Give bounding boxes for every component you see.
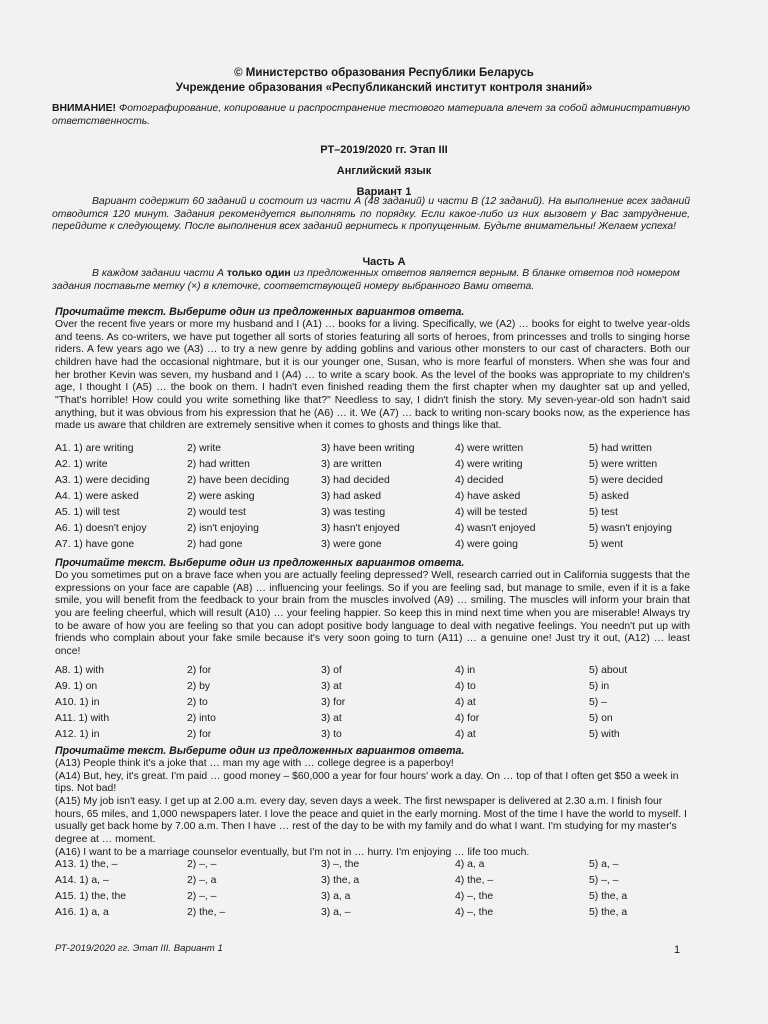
option-a5-3: 3) was testing xyxy=(321,506,386,518)
option-row-a1 xyxy=(55,441,695,457)
option-a16-3: 3) a, – xyxy=(321,906,351,918)
option-row-a10 xyxy=(55,695,695,711)
options-a1-a7 xyxy=(55,441,695,553)
intro-paragraph: Вариант содержит 60 заданий и состоит из части А (48 заданий) и части В (12 заданий). На выполнение всех заданий отводится 120 минут. Задания рекомендуется выполнять по порядку. Если какое-либо из них вызовет у Вас затруднение, перейдите к следующему. После выполнения всех заданий вернитесь к пропущенным. Будьте внимательны! Желаем успеха! xyxy=(52,196,690,233)
option-a6-4: 4) wasn't enjoyed xyxy=(455,522,536,534)
options-a13-a16 xyxy=(55,857,695,921)
page-footer: РТ-2019/2020 гг. Этап III. Вариант 1 xyxy=(55,943,223,954)
option-a14-2: 2) –, a xyxy=(187,874,217,886)
option-a4-2: 2) were asking xyxy=(187,490,255,502)
option-a9-4: 4) to xyxy=(455,680,476,692)
option-row-a3 xyxy=(55,473,695,489)
option-a13-2: 2) –, – xyxy=(187,858,217,870)
text-2-block xyxy=(55,557,690,659)
option-a4-3: 3) had asked xyxy=(321,490,382,502)
part-a-instr-bold: только один xyxy=(226,268,291,279)
option-a10-4: 4) at xyxy=(455,696,476,708)
option-a5-4: 4) will be tested xyxy=(455,506,528,518)
test-title-block xyxy=(60,140,708,203)
option-row-a11 xyxy=(55,711,695,727)
option-a5-5: 5) test xyxy=(589,506,618,518)
paragraph-a14: (A14) But, hey, it's great. I'm paid … good money – $60,000 a year for four hours' work a day. On … top of that I often get $50 a week in tips. Not bad! xyxy=(55,770,679,795)
text-1-block xyxy=(55,306,690,433)
option-row-a2 xyxy=(55,457,695,473)
option-a9-5: 5) in xyxy=(589,680,610,692)
copyright-warning xyxy=(52,103,690,128)
option-a3-4: 4) decided xyxy=(455,474,504,486)
paragraph-a15: (A15) My job isn't easy. I get up at 2.00 a.m. every day, seven days a week. The first newspaper is delivered at 2.30 a.m. I finish four hours, 65 miles, and 1,000 newspapers later. I love the peace and quiet in the early morning. Most of the time I have the world to myself. I usually get back home by 7.00 a.m. Then I have … rest of the day to be with my family and do what I want. I'm studying for my master's degree at … moment. xyxy=(55,795,687,846)
option-a1-2: 2) write xyxy=(187,442,222,454)
option-a9-2: 2) by xyxy=(187,680,211,692)
option-a2-3: 3) are written xyxy=(321,458,382,470)
option-row-a12 xyxy=(55,727,695,743)
part-a-instruction xyxy=(52,268,690,293)
option-a11-5: 5) on xyxy=(589,712,613,724)
option-row-a7 xyxy=(55,537,695,553)
option-a8-4: 4) in xyxy=(455,664,476,676)
passage-2: Do you sometimes put on a brave face when you are actually feeling depressed? Well, research carried out in California suggests that the expressions on your face are capable (A8) … influencing your feelings. So if you are feeling sad, but manage to smile, even if it is a fake smile, you will benefit from the feedback to your brain from the muscles involved (A9) … smiling. The muscles will inform your brain that you are feeling cheerful, which will result (A10) … your feeling happier. So keep this in mind next time when you are miserable! Always try to be aware of how you are feeling so that you can adopt positive body language to deal with negative feelings. You needn't put up with friends who complain about your fake smile because it's very soon going to turn (A11) … a genuine one! Just try it out, (A12) … least once! xyxy=(55,569,690,658)
option-a11-3: 3) at xyxy=(321,712,342,724)
option-a11-4: 4) for xyxy=(455,712,480,724)
option-a7-1: A7. 1) have gone xyxy=(55,538,135,550)
option-a13-5: 5) a, – xyxy=(589,858,619,870)
option-a12-1: A12. 1) in xyxy=(55,728,100,740)
option-a13-3: 3) –, the xyxy=(321,858,360,870)
option-a8-1: A8. 1) with xyxy=(55,664,105,676)
page-number: 1 xyxy=(674,944,681,956)
institute-line: Учреждение образования «Республиканский институт контроля знаний» xyxy=(175,81,593,94)
option-a9-3: 3) at xyxy=(321,680,342,692)
option-a7-4: 4) were going xyxy=(455,538,518,550)
option-a8-5: 5) about xyxy=(589,664,628,676)
option-a15-4: 4) –, the xyxy=(455,890,494,902)
passage-1: Over the recent five years or more my husband and I (A1) … books for a living. Specifically, we (A2) … books for eight to twelve year-olds and teens. As co-writers, we have put together all sorts of stories featuring all sorts of heroes, from princesses and trolls to singing horse riders. A few years ago we (A3) … to try a new genre by adding goblins and various other monsters to our cast of characters. Both our children have had the occasional nightmare, but it is our younger one, Susan, who is more fearful of monsters. When she was four and her brother Kevin was seven, my husband and I (A4) … to write a scary book. As the level of the books was appropriate to my children's age, I thought I (A5) … the book on them. I hadn't even finished reading them the first chapter when my daughter sat up and yelled, "That's horrible! How could you write something like that?" Needless to say, I didn't finish the story. My seven-year-old son hadn't said anything, but it was obvious from his expression that he (A6) … it. We (A7) … back to writing non-scary books now, as the experience has made us aware that children are extremely sensitive when it comes to ghosts and things like that. xyxy=(55,318,690,432)
option-row-a13 xyxy=(55,857,695,873)
ministry-line: © Министерство образования Республики Беларусь xyxy=(234,67,534,79)
option-a1-3: 3) have been writing xyxy=(321,442,415,454)
option-row-a16 xyxy=(55,905,695,921)
option-a15-1: A15. 1) the, the xyxy=(55,890,127,902)
option-a12-2: 2) for xyxy=(187,728,212,740)
task-instruction-3: Прочитайте текст. Выберите один из предложенных вариантов ответа. xyxy=(55,745,465,757)
option-a8-3: 3) of xyxy=(321,664,342,676)
option-a9-1: A9. 1) on xyxy=(55,680,98,692)
option-a2-5: 5) were written xyxy=(589,458,658,470)
option-a11-2: 2) into xyxy=(187,712,216,724)
option-a12-3: 3) to xyxy=(321,728,342,740)
option-row-a4 xyxy=(55,489,695,505)
option-a6-3: 3) hasn't enjoyed xyxy=(321,522,400,534)
option-a7-2: 2) had gone xyxy=(187,538,243,550)
test-subject: Английский язык xyxy=(336,164,432,177)
part-a-instr-post: из предложенных ответов является верным. В бланке ответов под номером задания поставьте метку (×) в клеточке, соответствующей номеру выбранного Вами ответа. xyxy=(52,268,680,292)
option-a7-5: 5) went xyxy=(589,538,624,550)
option-a13-4: 4) a, a xyxy=(455,858,485,870)
paragraph-a16: (A16) I want to be a marriage counselor eventually, but I'm not in … hurry. I'm enjoying … life too much. xyxy=(55,846,530,858)
task-instruction-2: Прочитайте текст. Выберите один из предложенных вариантов ответа. xyxy=(55,557,465,569)
option-a16-5: 5) the, a xyxy=(589,906,628,918)
option-row-a6 xyxy=(55,521,695,537)
option-a14-1: A14. 1) a, – xyxy=(55,874,109,886)
option-a15-2: 2) –, – xyxy=(187,890,217,902)
option-a10-2: 2) to xyxy=(187,696,208,708)
option-a6-2: 2) isn't enjoying xyxy=(187,522,259,534)
option-a8-2: 2) for xyxy=(187,664,212,676)
option-a1-1: A1. 1) are writing xyxy=(55,442,134,454)
option-a3-2: 2) have been deciding xyxy=(187,474,290,486)
document-header xyxy=(60,66,708,96)
option-a16-2: 2) the, – xyxy=(187,906,226,918)
option-a3-1: A3. 1) were deciding xyxy=(55,474,150,486)
option-a5-1: A5. 1) will test xyxy=(55,506,120,518)
test-variant: Вариант 1 xyxy=(356,185,412,198)
option-a7-3: 3) were gone xyxy=(321,538,382,550)
warning-label: ВНИМАНИЕ! xyxy=(52,103,116,114)
option-a13-1: A13. 1) the, – xyxy=(55,858,118,870)
option-row-a9 xyxy=(55,679,695,695)
option-a16-4: 4) –, the xyxy=(455,906,494,918)
option-a1-4: 4) were written xyxy=(455,442,524,454)
option-a10-3: 3) for xyxy=(321,696,346,708)
option-row-a5 xyxy=(55,505,695,521)
option-a11-1: A11. 1) with xyxy=(55,712,110,724)
option-a12-5: 5) with xyxy=(589,728,620,740)
option-a10-5: 5) – xyxy=(589,696,607,708)
task-instruction-1: Прочитайте текст. Выберите один из предложенных вариантов ответа. xyxy=(55,306,465,318)
option-a3-5: 5) were decided xyxy=(589,474,663,486)
part-a-instr-pre: В каждом задании части А xyxy=(92,268,227,279)
option-a6-1: A6. 1) doesn't enjoy xyxy=(55,522,147,534)
option-a14-4: 4) the, – xyxy=(455,874,494,886)
option-a16-1: A16. 1) a, a xyxy=(55,906,109,918)
option-a15-3: 3) a, a xyxy=(321,890,351,902)
test-code: РТ–2019/2020 гг. Этап III xyxy=(320,144,448,156)
text-3-block xyxy=(55,745,690,859)
option-a5-2: 2) would test xyxy=(187,506,246,518)
option-a1-5: 5) had written xyxy=(589,442,652,454)
option-a4-1: A4. 1) were asked xyxy=(55,490,139,502)
option-a4-4: 4) have asked xyxy=(455,490,521,502)
option-row-a15 xyxy=(55,889,695,905)
part-a-title: Часть А xyxy=(362,256,406,268)
option-a14-5: 5) –, – xyxy=(589,874,619,886)
option-a4-5: 5) asked xyxy=(589,490,629,502)
options-a8-a12 xyxy=(55,663,695,743)
option-a14-3: 3) the, a xyxy=(321,874,360,886)
option-a2-2: 2) had written xyxy=(187,458,250,470)
paragraph-a13: (A13) People think it's a joke that … man my age with … college degree is a paperboy! xyxy=(55,757,454,769)
option-a2-4: 4) were writing xyxy=(455,458,523,470)
option-a6-5: 5) wasn't enjoying xyxy=(589,522,672,534)
option-row-a8 xyxy=(55,663,695,679)
option-a12-4: 4) at xyxy=(455,728,476,740)
option-a10-1: A10. 1) in xyxy=(55,696,100,708)
option-a3-3: 3) had decided xyxy=(321,474,390,486)
option-row-a14 xyxy=(55,873,695,889)
option-a2-1: A2. 1) write xyxy=(55,458,108,470)
warning-text: Фотографирование, копирование и распространение тестового материала влечет за собой административную ответственность. xyxy=(52,103,690,127)
option-a15-5: 5) the, a xyxy=(589,890,628,902)
